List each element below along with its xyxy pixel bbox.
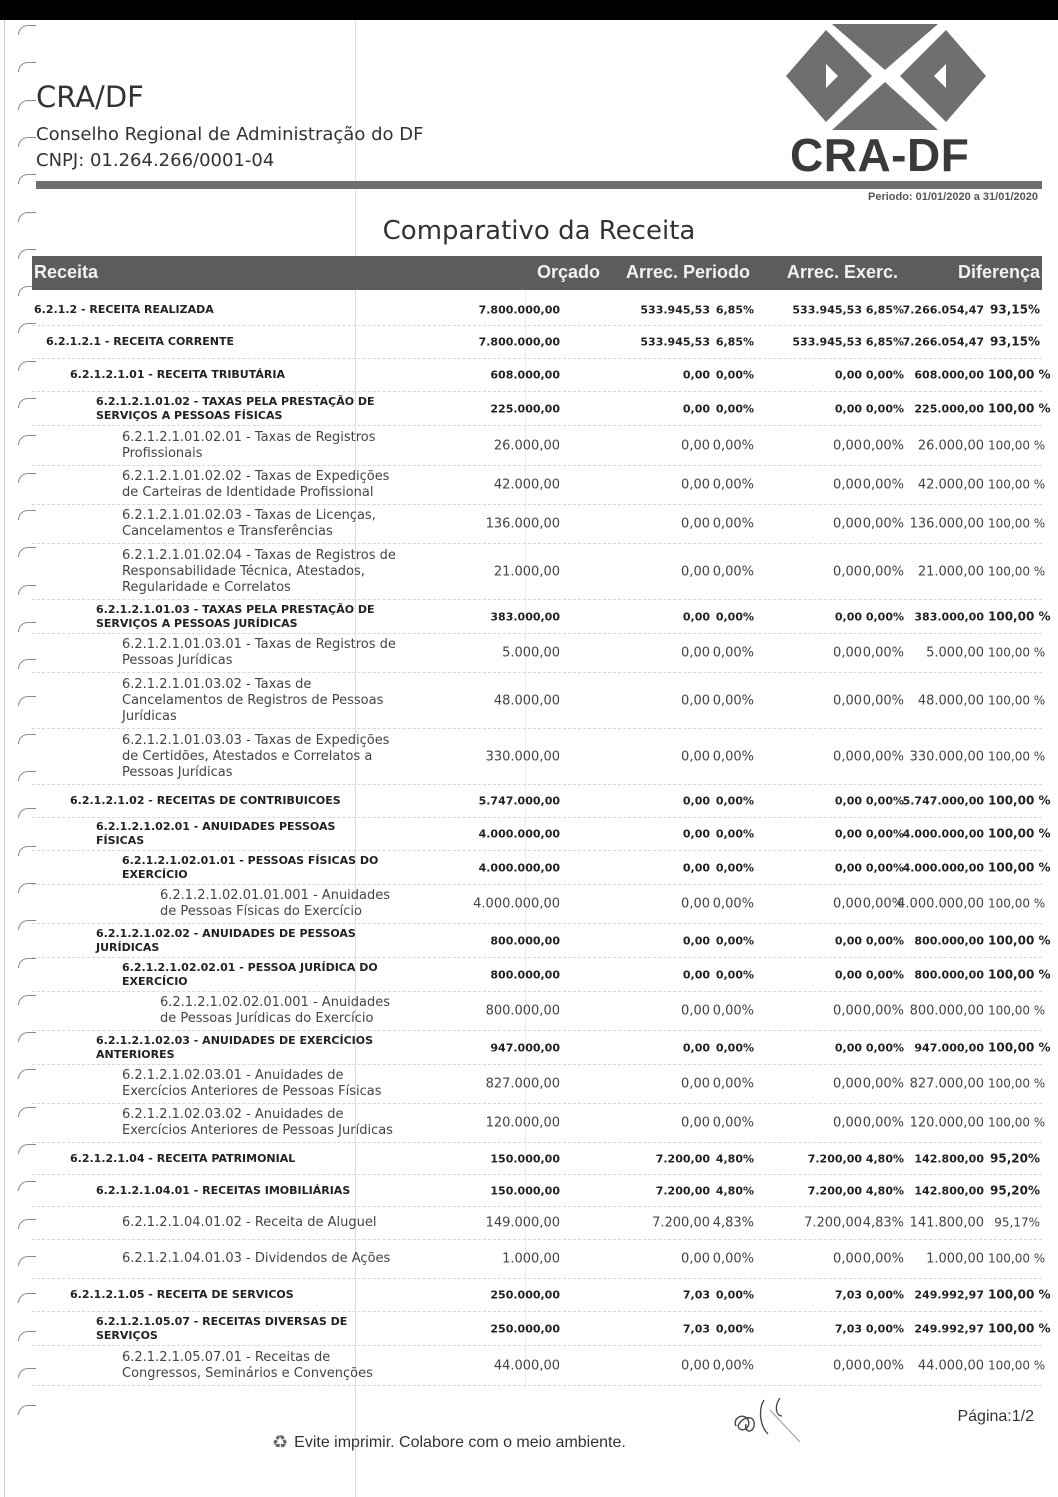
- arrec-exerc-percent: 0,00%: [862, 693, 904, 708]
- binder-ring: [18, 174, 36, 184]
- diferenca-percent: 100,00 %: [988, 1115, 1046, 1130]
- arrec-periodo-percent: 0,00%: [712, 516, 754, 532]
- table-row: [32, 1065, 1046, 1104]
- arrec-periodo-percent: 0,00%: [712, 1115, 754, 1131]
- column-header-diferenca: Diferença: [957, 262, 1040, 282]
- arrec-exerc-value: 0,00: [833, 1076, 862, 1092]
- row-account-label: 6.2.1.2.1.05.07 - RECEITAS DIVERSAS DE SERVIÇOS: [96, 1314, 348, 1342]
- row-account-label: 6.2.1.2.1.02.02.01 - PESSOA JURÍDICA DO EXERCÍCIO: [122, 960, 378, 988]
- orcado-value: 4.000.000,00: [478, 861, 560, 874]
- diferenca-percent: 95,17%: [994, 1215, 1040, 1230]
- arrec-exerc-value: 0,00: [833, 1115, 862, 1131]
- arrec-periodo-percent: 0,00%: [712, 438, 754, 453]
- row-account-label: 6.2.1.2.1.01.02.03 - Taxas de Licenças, Cancelamentos e Transferências: [122, 508, 376, 539]
- arrec-exerc-percent: 0,00%: [862, 564, 904, 579]
- arrec-periodo-percent: 0,00%: [715, 968, 754, 981]
- arrec-exerc-value: 0,00: [834, 794, 862, 808]
- footer-note-text: Evite imprimir. Colabore com o meio ambiente.: [294, 1433, 626, 1451]
- orcado-value: 44.000,00: [493, 1358, 560, 1373]
- page-number: Página:1/2: [957, 1408, 1034, 1425]
- row-account-label: 6.2.1.2.1.01.03 - TAXAS PELA PRESTAÇÃO DE SERVIÇOS A PESSOAS JURÍDICAS: [96, 602, 375, 630]
- diferenca-value: 4.000.000,00: [902, 861, 984, 874]
- arrec-exerc-value: 0,00: [834, 827, 862, 841]
- arrec-exerc-percent: 0,00%: [862, 1076, 904, 1092]
- arrec-periodo-value: 7.200,00: [652, 1215, 710, 1231]
- diferenca-value: 26.000,00: [917, 438, 984, 453]
- row-account-label: 6.2.1.2.1.05.07.01 - Receitas de Congressos, Seminários e Convenções: [122, 1349, 373, 1381]
- orcado-value: 136.000,00: [485, 516, 560, 532]
- diferenca-value: 225.000,00: [914, 402, 984, 415]
- arrec-periodo-value: 0,00: [682, 402, 710, 415]
- orcado-value: 330.000,00: [485, 749, 560, 764]
- arrec-periodo-value: 7.200,00: [655, 1184, 710, 1197]
- column-header-arrec-periodo: Arrec. Periodo: [625, 262, 750, 282]
- arrec-exerc-percent: 0,00%: [862, 896, 904, 912]
- arrec-periodo-value: 0,00: [682, 368, 710, 382]
- table-row: [32, 392, 1051, 426]
- arrec-periodo-value: 0,00: [681, 896, 710, 912]
- arrec-exerc-percent: 0,00%: [865, 368, 904, 382]
- row-account-label: 6.2.1.2.1.04.01 - RECEITAS IMOBILIÁRIAS: [96, 1183, 351, 1197]
- diferenca-percent: 100,00 %: [988, 1321, 1051, 1335]
- arrec-periodo-value: 533.945,53: [640, 335, 710, 349]
- diferenca-value: 5.000,00: [926, 645, 984, 661]
- diferenca-value: 249.992,97: [914, 1288, 984, 1302]
- diferenca-percent: 100,00 %: [988, 1040, 1051, 1054]
- diferenca-percent: 100,00 %: [988, 401, 1051, 415]
- arrec-periodo-percent: 0,00%: [715, 1288, 754, 1302]
- row-account-label: 6.2.1.2.1.01.02.02 - Taxas de Expedições de Carteiras de Identidade Profissional: [122, 469, 390, 500]
- row-account-label: 6.2.1.2.1.02.01.01 - PESSOAS FÍSICAS DO EXERCÍCIO: [122, 853, 379, 881]
- diferenca-percent: 95,20%: [990, 1151, 1040, 1165]
- row-account-label: 6.2.1.2.1.02.02.01.001 - Anuidades de Pessoas Jurídicas do Exercício: [160, 995, 391, 1026]
- diferenca-value: 21.000,00: [917, 564, 984, 579]
- table-row: [32, 992, 1046, 1031]
- diferenca-value: 383.000,00: [914, 610, 984, 623]
- table-row: [32, 851, 1051, 885]
- diferenca-value: 44.000,00: [917, 1358, 984, 1373]
- table-row: [32, 958, 1051, 992]
- arrec-exerc-value: 0,00: [833, 477, 862, 493]
- arrec-periodo-percent: 0,00%: [712, 693, 754, 708]
- table-row: [32, 1104, 1046, 1143]
- arrec-periodo-value: 0,00: [681, 477, 710, 493]
- arrec-exerc-percent: 0,00%: [862, 1115, 904, 1131]
- arrec-exerc-value: 0,00: [833, 896, 862, 912]
- arrec-exerc-percent: 0,00%: [865, 968, 904, 981]
- arrec-exerc-percent: 4,83%: [862, 1215, 904, 1231]
- arrec-periodo-percent: 0,00%: [715, 1041, 754, 1054]
- row-account-label: 6.2.1.2.1.01 - RECEITA TRIBUTÁRIA: [70, 368, 285, 381]
- diferenca-value: 136.000,00: [909, 516, 984, 532]
- arrec-periodo-percent: 0,00%: [715, 827, 754, 841]
- diferenca-value: 249.992,97: [914, 1322, 984, 1335]
- table-row: [32, 818, 1051, 851]
- table-row: [32, 466, 1046, 505]
- row-account-label: 6.2.1.2.1.01.02 - TAXAS PELA PRESTAÇÃO DE SERVIÇOS A PESSOAS FÍSICAS: [96, 394, 375, 422]
- diferenca-percent: 100,00 %: [988, 693, 1046, 707]
- footer-note: [272, 1432, 626, 1453]
- row-account-label: 6.2.1.2.1.01.02.01 - Taxas de Registros Profissionais: [122, 429, 376, 461]
- arrec-exerc-value: 0,00: [834, 1041, 862, 1054]
- arrec-periodo-value: 0,00: [681, 1115, 710, 1131]
- orcado-value: 5.000,00: [502, 645, 560, 661]
- diferenca-value: 330.000,00: [909, 749, 984, 764]
- orcado-value: 149.000,00: [485, 1215, 560, 1231]
- diferenca-percent: 100,00 %: [988, 860, 1051, 874]
- arrec-exerc-percent: 0,00%: [862, 645, 904, 661]
- diferenca-value: 7.266.054,47: [902, 303, 984, 316]
- arrec-periodo-value: 7,03: [682, 1322, 710, 1335]
- column-header-receita: Receita: [34, 262, 99, 282]
- table-row: [32, 1175, 1042, 1207]
- row-account-label: 6.2.1.2 - RECEITA REALIZADA: [34, 302, 214, 316]
- diferenca-percent: 100,00 %: [988, 826, 1051, 841]
- arrec-exerc-percent: 0,00%: [862, 1358, 904, 1373]
- table-row: [32, 600, 1051, 634]
- row-account-label: 6.2.1.2.1.04.01.02 - Receita de Aluguel: [122, 1215, 377, 1230]
- arrec-exerc-percent: 0,00%: [862, 749, 904, 764]
- arrec-periodo-percent: 0,00%: [712, 477, 754, 493]
- diferenca-percent: 100,00 %: [988, 967, 1051, 981]
- arrec-exerc-percent: 0,00%: [865, 827, 904, 841]
- arrec-periodo-value: 0,00: [681, 438, 710, 453]
- arrec-exerc-value: 7.200,00: [807, 1184, 862, 1197]
- org-full-name: Conselho Regional de Administração do DF: [36, 124, 424, 145]
- table-row: [32, 1031, 1051, 1065]
- arrec-periodo-percent: 0,00%: [715, 934, 754, 947]
- recycle-icon: ♻: [272, 1432, 289, 1452]
- diferenca-percent: 100,00 %: [988, 609, 1051, 623]
- arrec-periodo-percent: 4,80%: [715, 1184, 754, 1197]
- arrec-exerc-value: 7.200,00: [804, 1215, 862, 1231]
- arrec-periodo-value: 0,00: [682, 968, 710, 981]
- diferenca-percent: 93,15%: [990, 334, 1040, 349]
- arrec-exerc-value: 0,00: [833, 516, 862, 532]
- orcado-value: 383.000,00: [490, 610, 560, 623]
- diferenca-value: 4.000.000,00: [902, 827, 984, 841]
- orcado-value: 827.000,00: [485, 1076, 560, 1092]
- report-title: Comparativo da Receita: [382, 216, 696, 246]
- arrec-periodo-percent: 0,00%: [715, 1322, 754, 1335]
- arrec-exerc-value: 0,00: [834, 968, 862, 981]
- orcado-value: 250.000,00: [490, 1288, 560, 1302]
- orcado-value: 608.000,00: [490, 368, 560, 382]
- orcado-value: 4.000.000,00: [473, 896, 560, 912]
- arrec-exerc-percent: 6,85%: [865, 303, 904, 316]
- diferenca-percent: 100,00 %: [988, 645, 1046, 660]
- arrec-periodo-percent: 0,00%: [715, 794, 754, 808]
- arrec-exerc-percent: 6,85%: [865, 335, 904, 349]
- diferenca-percent: 100,00 %: [988, 367, 1051, 382]
- arrec-periodo-value: 0,00: [681, 1358, 710, 1373]
- arrec-exerc-percent: 0,00%: [865, 794, 904, 808]
- row-account-label: 6.2.1.2.1.01.03.02 - Taxas de Cancelamentos de Registros de Pessoas Jurídicas: [122, 676, 384, 724]
- arrec-periodo-percent: 0,00%: [712, 1003, 754, 1019]
- diferenca-value: 141.800,00: [909, 1215, 984, 1231]
- diferenca-value: 142.800,00: [914, 1152, 984, 1165]
- arrec-exerc-value: 533.945,53: [792, 303, 862, 316]
- table-row: [32, 359, 1051, 392]
- diferenca-percent: 93,15%: [990, 302, 1040, 316]
- table-row: [32, 294, 1042, 326]
- arrec-exerc-value: 0,00: [833, 1003, 862, 1019]
- diferenca-value: 5.747.000,00: [902, 794, 984, 808]
- arrec-periodo-percent: 0,00%: [712, 645, 754, 661]
- diferenca-percent: 100,00 %: [988, 1358, 1046, 1372]
- arrec-exerc-value: 0,00: [834, 610, 862, 623]
- diferenca-percent: 100,00 %: [988, 1251, 1046, 1266]
- diferenca-value: 608.000,00: [914, 368, 984, 382]
- orcado-value: 150.000,00: [490, 1152, 560, 1165]
- arrec-periodo-percent: 0,00%: [712, 1358, 754, 1373]
- arrec-exerc-value: 0,00: [833, 645, 862, 661]
- binder-ring: [18, 100, 36, 110]
- arrec-periodo-value: 0,00: [682, 794, 710, 808]
- arrec-exerc-percent: 0,00%: [865, 1041, 904, 1054]
- diferenca-percent: 100,00 %: [988, 1076, 1046, 1091]
- diferenca-percent: 100,00 %: [988, 1287, 1051, 1302]
- column-header-arrec-exerc: Arrec. Exerc.: [786, 262, 898, 282]
- arrec-periodo-percent: 0,00%: [712, 564, 754, 579]
- diferenca-percent: 100,00 %: [988, 1003, 1046, 1018]
- binder-ring: [18, 137, 36, 147]
- arrec-exerc-percent: 4,80%: [865, 1152, 904, 1165]
- table-row: [32, 1346, 1046, 1386]
- binder-ring: [18, 1405, 36, 1415]
- arrec-periodo-percent: 4,83%: [712, 1215, 754, 1231]
- org-short-name: CRA/DF: [36, 80, 144, 114]
- arrec-exerc-value: 0,00: [833, 749, 862, 764]
- orcado-value: 800.000,00: [485, 1003, 560, 1019]
- arrec-exerc-value: 7,03: [834, 1322, 862, 1335]
- table-row: [32, 1207, 1042, 1240]
- orcado-value: 48.000,00: [493, 693, 560, 708]
- arrec-exerc-value: 0,00: [833, 438, 862, 453]
- row-account-label: 6.2.1.2.1.02 - RECEITAS DE CONTRIBUICOES: [70, 794, 341, 807]
- table-header: [32, 256, 1042, 290]
- row-account-label: 6.2.1.2.1.02.03.02 - Anuidades de Exercícios Anteriores de Pessoas Jurídicas: [122, 1107, 393, 1138]
- arrec-periodo-value: 7.200,00: [655, 1152, 710, 1165]
- arrec-exerc-value: 533.945,53: [792, 335, 862, 349]
- arrec-exerc-value: 7,03: [834, 1288, 862, 1302]
- orcado-value: 120.000,00: [485, 1115, 560, 1131]
- arrec-exerc-percent: 0,00%: [862, 1003, 904, 1019]
- row-account-label: 6.2.1.2.1.02.03 - ANUIDADES DE EXERCÍCIOS ANTERIORES: [96, 1033, 374, 1061]
- arrec-exerc-value: 0,00: [833, 1251, 862, 1267]
- table-row: [32, 885, 1046, 924]
- report-period: Periodo: 01/01/2020 a 31/01/2020: [867, 191, 1038, 203]
- table-row: [32, 634, 1046, 673]
- column-header-orcado: Orçado: [536, 262, 600, 282]
- arrec-periodo-value: 0,00: [681, 1003, 710, 1019]
- arrec-periodo-percent: 0,00%: [712, 1076, 754, 1092]
- arrec-periodo-percent: 0,00%: [712, 749, 754, 764]
- orcado-value: 250.000,00: [490, 1322, 560, 1335]
- table-row: [32, 326, 1042, 359]
- orcado-value: 21.000,00: [493, 564, 560, 579]
- arrec-periodo-value: 0,00: [681, 564, 710, 579]
- diferenca-value: 800.000,00: [909, 1003, 984, 1019]
- arrec-exerc-value: 0,00: [833, 564, 862, 579]
- table-row: [32, 729, 1046, 785]
- arrec-periodo-value: 0,00: [682, 827, 710, 841]
- diferenca-value: 142.800,00: [914, 1184, 984, 1197]
- table-row: [32, 1312, 1051, 1346]
- row-account-label: 6.2.1.2.1.02.01.01.001 - Anuidades de Pessoas Físicas do Exercício: [160, 888, 391, 919]
- diferenca-value: 827.000,00: [909, 1076, 984, 1092]
- diferenca-percent: 100,00 %: [988, 516, 1046, 531]
- row-account-label: 6.2.1.2.1.01.02.04 - Taxas de Registros de Responsabilidade Técnica, Atestados, Regularidade e Correlatos: [122, 547, 396, 595]
- arrec-exerc-percent: 0,00%: [862, 438, 904, 453]
- table-row: [32, 505, 1046, 544]
- revenue-table: [32, 294, 1051, 1386]
- diferenca-value: 800.000,00: [914, 968, 984, 981]
- arrec-periodo-percent: 0,00%: [712, 896, 754, 912]
- diferenca-value: 120.000,00: [909, 1115, 984, 1131]
- header-divider: [36, 181, 1042, 189]
- orcado-value: 225.000,00: [490, 402, 560, 415]
- arrec-exerc-percent: 0,00%: [865, 610, 904, 623]
- orcado-value: 800.000,00: [490, 968, 560, 981]
- diferenca-percent: 100,00 %: [988, 896, 1046, 911]
- row-account-label: 6.2.1.2.1.02.02 - ANUIDADES DE PESSOAS JURÍDICAS: [96, 926, 356, 954]
- diferenca-percent: 100,00 %: [988, 933, 1051, 947]
- orcado-value: 42.000,00: [493, 477, 560, 493]
- arrec-periodo-value: 0,00: [682, 934, 710, 947]
- table-row: [32, 673, 1046, 729]
- row-account-label: 6.2.1.2.1.05 - RECEITA DE SERVICOS: [70, 1288, 294, 1301]
- arrec-exerc-value: 0,00: [834, 861, 862, 874]
- diferenca-value: 800.000,00: [914, 934, 984, 947]
- cra-diamond-logo-icon: [786, 22, 986, 132]
- orcado-value: 26.000,00: [493, 438, 560, 453]
- table-row: [32, 426, 1046, 466]
- orcado-value: 150.000,00: [490, 1184, 560, 1197]
- diferenca-percent: 100,00 %: [988, 749, 1046, 763]
- arrec-periodo-value: 0,00: [682, 610, 710, 623]
- arrec-exerc-percent: 0,00%: [865, 861, 904, 874]
- orcado-value: 4.000.000,00: [478, 827, 560, 841]
- arrec-periodo-value: 0,00: [681, 516, 710, 532]
- arrec-periodo-percent: 0,00%: [712, 1251, 754, 1267]
- table-row: [32, 785, 1051, 818]
- handwritten-signature: [730, 1396, 830, 1442]
- diferenca-percent: 95,20%: [990, 1183, 1040, 1197]
- arrec-periodo-value: 0,00: [681, 749, 710, 764]
- orcado-value: 1.000,00: [502, 1251, 560, 1267]
- diferenca-value: 4.000.000,00: [897, 896, 984, 912]
- arrec-periodo-percent: 0,00%: [715, 861, 754, 874]
- arrec-exerc-value: 0,00: [834, 402, 862, 415]
- arrec-periodo-value: 7,03: [682, 1288, 710, 1302]
- row-account-label: 6.2.1.2.1.04 - RECEITA PATRIMONIAL: [70, 1151, 296, 1165]
- table-row: [32, 544, 1046, 600]
- table-row: [32, 1279, 1051, 1312]
- arrec-periodo-percent: 0,00%: [715, 368, 754, 382]
- arrec-exerc-percent: 0,00%: [865, 402, 904, 415]
- arrec-exerc-percent: 0,00%: [865, 934, 904, 947]
- arrec-periodo-percent: 6,85%: [715, 335, 754, 349]
- binder-ring: [18, 25, 36, 35]
- arrec-periodo-value: 0,00: [682, 1041, 710, 1054]
- table-row: [32, 1240, 1046, 1279]
- table-row: [32, 924, 1051, 958]
- arrec-exerc-percent: 0,00%: [862, 516, 904, 532]
- arrec-exerc-value: 0,00: [833, 1358, 862, 1373]
- arrec-periodo-value: 0,00: [682, 861, 710, 874]
- diferenca-percent: 100,00 %: [988, 438, 1046, 452]
- arrec-exerc-percent: 4,80%: [865, 1184, 904, 1197]
- orcado-value: 7.800.000,00: [478, 303, 560, 316]
- orcado-value: 947.000,00: [490, 1041, 560, 1054]
- binder-ring: [18, 62, 36, 72]
- arrec-exerc-percent: 0,00%: [862, 477, 904, 493]
- arrec-periodo-value: 533.945,53: [640, 303, 710, 316]
- arrec-periodo-value: 0,00: [681, 1076, 710, 1092]
- diferenca-value: 947.000,00: [914, 1041, 984, 1054]
- orcado-value: 800.000,00: [490, 934, 560, 947]
- arrec-exerc-percent: 0,00%: [862, 1251, 904, 1267]
- arrec-periodo-percent: 4,80%: [715, 1152, 754, 1165]
- arrec-exerc-percent: 0,00%: [865, 1288, 904, 1302]
- arrec-exerc-value: 0,00: [834, 368, 862, 382]
- arrec-exerc-value: 0,00: [833, 693, 862, 708]
- orcado-value: 7.800.000,00: [478, 335, 560, 349]
- arrec-exerc-percent: 0,00%: [865, 1322, 904, 1335]
- arrec-exerc-value: 0,00: [834, 934, 862, 947]
- row-account-label: 6.2.1.2.1.01.03.01 - Taxas de Registros de Pessoas Jurídicas: [122, 637, 396, 668]
- org-cnpj: CNPJ: 01.264.266/0001-04: [36, 150, 275, 171]
- arrec-periodo-value: 0,00: [681, 693, 710, 708]
- arrec-periodo-percent: 0,00%: [715, 610, 754, 623]
- arrec-periodo-value: 0,00: [681, 645, 710, 661]
- diferenca-value: 1.000,00: [926, 1251, 984, 1267]
- row-account-label: 6.2.1.2.1.01.03.03 - Taxas de Expedições de Certidões, Atestados e Correlatos a Pessoas Jurídicas: [122, 732, 390, 780]
- table-row: [32, 1143, 1042, 1175]
- scan-top-border: [0, 0, 1058, 20]
- diferenca-percent: 100,00 %: [988, 564, 1046, 578]
- row-account-label: 6.2.1.2.1.02.01 - ANUIDADES PESSOAS FÍSICAS: [96, 820, 336, 847]
- arrec-periodo-percent: 0,00%: [715, 402, 754, 415]
- row-account-label: 6.2.1.2.1.04.01.03 - Dividendos de Ações: [122, 1251, 391, 1266]
- row-account-label: 6.2.1.2.1.02.03.01 - Anuidades de Exercícios Anteriores de Pessoas Físicas: [122, 1068, 382, 1099]
- arrec-exerc-value: 7.200,00: [807, 1152, 862, 1165]
- arrec-periodo-percent: 6,85%: [715, 303, 754, 316]
- diferenca-percent: 100,00 %: [988, 793, 1051, 808]
- diferenca-value: 42.000,00: [917, 477, 984, 493]
- diferenca-percent: 100,00 %: [988, 477, 1046, 492]
- diferenca-value: 7.266.054,47: [902, 335, 984, 349]
- diferenca-value: 48.000,00: [917, 693, 984, 708]
- orcado-value: 5.747.000,00: [478, 794, 560, 808]
- arrec-periodo-value: 0,00: [681, 1251, 710, 1267]
- logo-text: CRA-DF: [790, 129, 970, 181]
- row-account-label: 6.2.1.2.1 - RECEITA CORRENTE: [46, 335, 234, 348]
